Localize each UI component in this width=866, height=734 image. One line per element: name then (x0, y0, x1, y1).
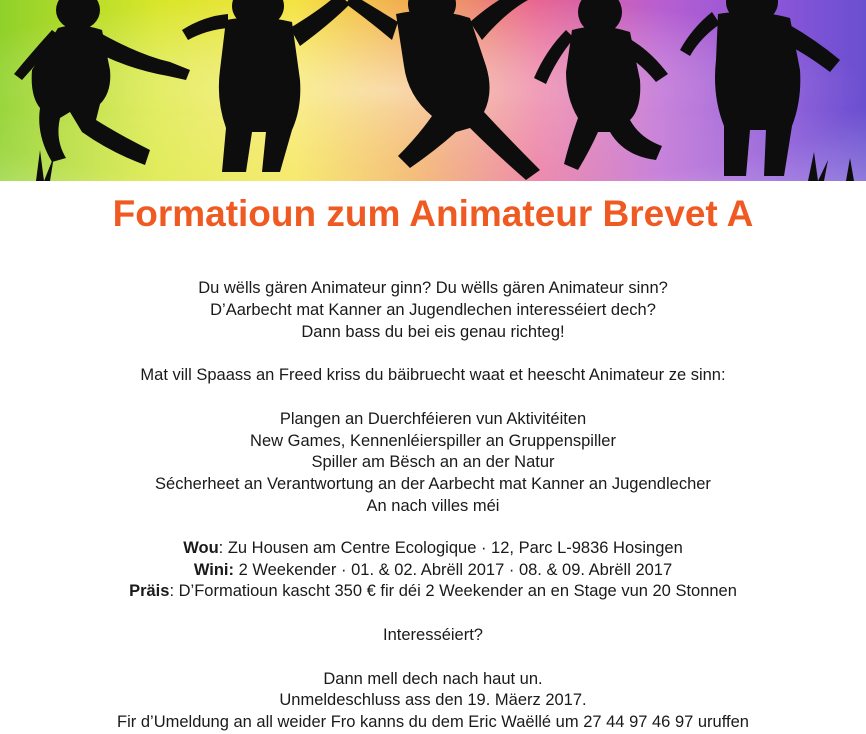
intro-line: D’Aarbecht mat Kanner an Jugendlechen interesséiert dech? (210, 300, 656, 319)
detail-location-label: Wou (183, 538, 219, 557)
detail-dates-value: 2 Weekender · 01. & 02. Abrëll 2017 · 08. & 09. Abrëll 2017 (234, 560, 673, 579)
detail-dates (0, 560, 866, 582)
details-block (0, 538, 866, 603)
intro-block (0, 278, 866, 343)
jumping-kids-illustration (0, 0, 866, 181)
course-title: Formatioun zum Animateur Brevet A (112, 193, 754, 234)
header-banner (0, 0, 866, 181)
topic-item: An nach villes méi (366, 496, 500, 515)
signup-line: Dann mell dech nach haut un. (323, 669, 543, 688)
interested-question: Interesséiert? (383, 625, 483, 644)
topic-item: Sécherheet an Verantwortung an der Aarbecht mat Kanner an Jugendlecher (155, 475, 711, 494)
detail-price-label: Präis (129, 582, 170, 601)
topic-item: Spiller am Bësch an an der Natur (311, 453, 555, 472)
signup-block (0, 669, 866, 734)
detail-price (0, 581, 866, 603)
topic-item: New Games, Kennenléierspiller an Gruppenspiller (250, 431, 616, 450)
flyer-body (0, 278, 866, 734)
detail-location-value: : Zu Housen am Centre Ecologique · 12, Parc L-9836 Hosingen (218, 538, 683, 557)
detail-dates-label: Wini: (193, 560, 234, 579)
topic-item: Plangen an Duerchféieren vun Aktivitéiten (279, 409, 587, 428)
detail-location (0, 538, 866, 560)
signup-line: Unmeldeschluss ass den 19. Mäerz 2017. (279, 691, 587, 710)
detail-price-value: : D’Formatioun kascht 350 € fir déi 2 Weekender an en Stage vun 20 Stonnen (169, 582, 737, 601)
intro-line: Du wëlls gären Animateur ginn? Du wëlls gären Animateur sinn? (198, 279, 668, 297)
offer-intro: Mat vill Spaass an Freed kriss du bäibruecht waat et heescht Animateur ze sinn: (140, 366, 726, 385)
intro-line: Dann bass du bei eis genau richteg! (301, 322, 565, 341)
signup-line: Fir d’Umeldung an all weider Fro kanns du dem Eric Waëllé um 27 44 97 46 97 uruffen (117, 713, 749, 732)
topics-list (0, 409, 866, 518)
